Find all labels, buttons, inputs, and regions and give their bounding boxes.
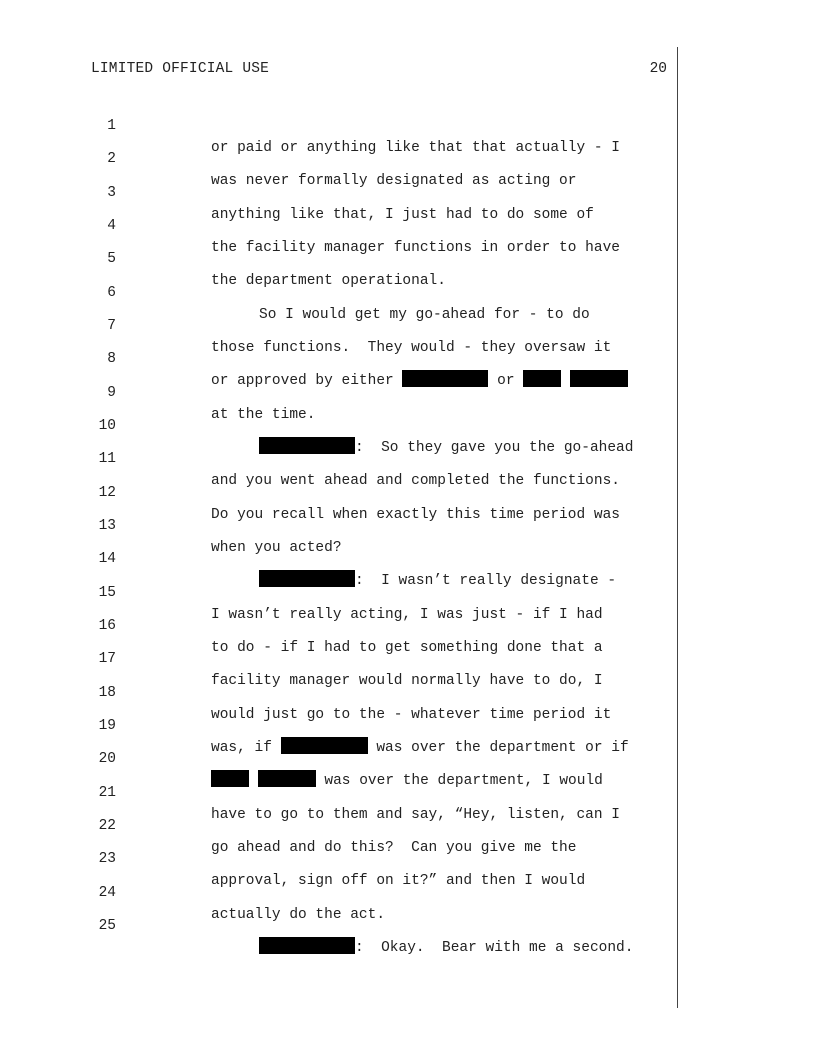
line-text: and you went ahead and completed the functions. — [211, 473, 620, 489]
line-text: or paid or anything like that that actually - I — [211, 140, 620, 156]
line-text: Do you recall when exactly this time period was — [211, 507, 620, 523]
line-number: 6 — [107, 285, 116, 301]
line-number: 18 — [98, 685, 116, 701]
transcript-line — [0, 426, 816, 489]
line-text: those functions. They would - they oversaw it — [211, 340, 612, 356]
page-number: 20 — [649, 61, 667, 77]
line-text: was over the department, I would — [211, 770, 603, 792]
transcript-line — [0, 160, 816, 223]
transcript-line — [0, 626, 816, 689]
line-number: 5 — [107, 251, 116, 267]
line-text: : I wasn’t really designate - — [259, 570, 616, 592]
transcript-line — [0, 860, 816, 923]
transcript-line — [0, 560, 816, 623]
transcript-line — [0, 393, 816, 456]
line-number: 15 — [98, 585, 116, 601]
transcript-line — [0, 460, 816, 523]
line-text: So I would get my go-ahead for - to do — [259, 307, 590, 323]
line-number: 16 — [98, 618, 116, 634]
line-text: was never formally designated as acting or — [211, 173, 577, 189]
transcript-line — [0, 126, 816, 189]
transcript-line — [0, 726, 816, 789]
transcript-line — [0, 93, 816, 156]
line-text: have to go to them and say, “Hey, listen, can I — [211, 807, 620, 823]
line-text: at the time. — [211, 407, 316, 423]
line-text: when you acted? — [211, 540, 342, 556]
transcript-line — [0, 360, 816, 423]
line-number: 1 — [107, 118, 116, 134]
line-number: 9 — [107, 385, 116, 401]
speaker-redaction — [259, 937, 355, 954]
line-number: 17 — [98, 651, 116, 667]
transcript-line — [0, 526, 816, 589]
transcript-line — [0, 660, 816, 723]
line-number: 25 — [98, 918, 116, 934]
line-number: 21 — [98, 785, 116, 801]
line-text: would just go to the - whatever time period it — [211, 707, 612, 723]
transcript-line — [0, 793, 816, 856]
transcript-line — [0, 226, 816, 289]
line-text: actually do the act. — [211, 907, 386, 923]
transcript-line — [0, 293, 816, 356]
transcript-line — [0, 893, 816, 956]
line-number: 14 — [98, 551, 116, 567]
transcript-line — [0, 193, 816, 256]
line-text: approval, sign off on it?” and then I would — [211, 873, 586, 889]
line-number: 22 — [98, 818, 116, 834]
line-number: 23 — [98, 851, 116, 867]
line-number: 8 — [107, 351, 116, 367]
line-number: 13 — [98, 518, 116, 534]
line-number: 2 — [107, 151, 116, 167]
line-text: : So they gave you the go-ahead — [259, 437, 633, 459]
line-number: 7 — [107, 318, 116, 334]
line-number: 3 — [107, 185, 116, 201]
transcript-line — [0, 493, 816, 556]
line-text: I wasn’t really acting, I was just - if I had — [211, 607, 603, 623]
transcript-line — [0, 826, 816, 889]
line-text: or approved by either or — [211, 370, 628, 392]
line-number: 20 — [98, 751, 116, 767]
line-number: 4 — [107, 218, 116, 234]
line-number: 10 — [98, 418, 116, 434]
line-text: anything like that, I just had to do some of — [211, 207, 594, 223]
line-text: : Okay. Bear with me a second. — [259, 937, 633, 959]
line-text: was, if was over the department or if — [211, 737, 629, 759]
classification-header: LIMITED OFFICIAL USE — [91, 61, 270, 77]
line-text: facility manager would normally have to do, I — [211, 673, 603, 689]
line-number: 24 — [98, 885, 116, 901]
line-text: go ahead and do this? Can you give me the — [211, 840, 577, 856]
transcript-line — [0, 326, 816, 389]
transcript-line — [0, 260, 816, 323]
line-number: 19 — [98, 718, 116, 734]
transcript-line — [0, 760, 816, 823]
line-text: the facility manager functions in order to have — [211, 240, 620, 256]
transcript-line — [0, 693, 816, 756]
transcript-line — [0, 593, 816, 656]
line-number: 11 — [98, 451, 116, 467]
line-text: the department operational. — [211, 273, 446, 289]
line-text: to do - if I had to get something done that a — [211, 640, 603, 656]
line-number: 12 — [98, 485, 116, 501]
